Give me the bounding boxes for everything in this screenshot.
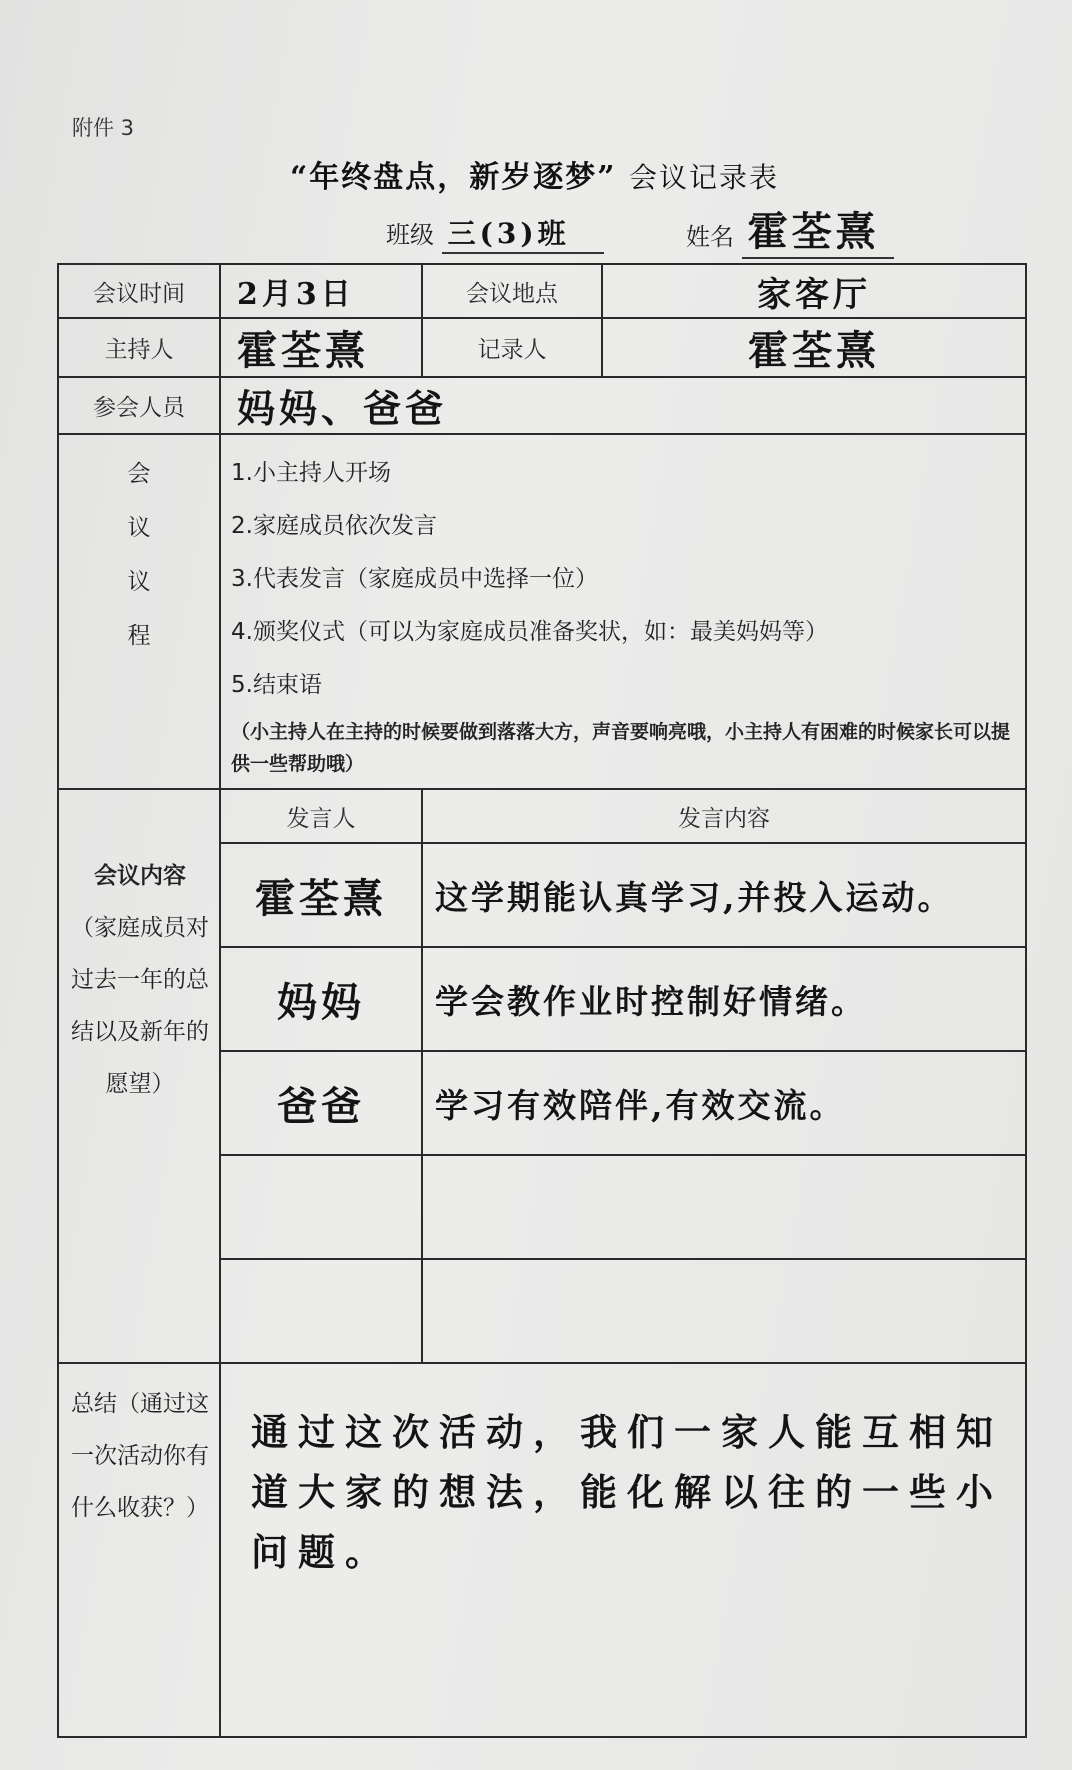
speech-text: 这学期能认真学习,并投入运动。	[422, 843, 1026, 947]
attendees-label: 参会人员	[58, 377, 220, 434]
time-place-row	[58, 264, 1026, 318]
attendees-value: 妈妈、爸爸	[220, 377, 1026, 434]
agenda-item: 4.颁奖仪式（可以为家庭成员准备奖状，如：最美妈妈等）	[231, 619, 828, 645]
speech-text-header: 发言内容	[422, 789, 1026, 843]
agenda-item: 3.代表发言（家庭成员中选择一位）	[231, 566, 598, 592]
host-recorder-row	[58, 318, 1026, 377]
speech-header-row	[58, 789, 1026, 843]
class-field	[386, 212, 604, 254]
title-suffix: 会议记录表	[628, 161, 779, 194]
agenda-label-char: 程	[127, 623, 151, 649]
content-label-desc: （家庭成员对过去一年的总结以及新年的愿望）	[71, 915, 209, 1097]
agenda-item: 5.结束语	[231, 672, 322, 698]
agenda-item: 1.小主持人开场	[231, 460, 391, 486]
attachment-label: 附件 3	[72, 116, 135, 140]
place-value: 家客厅	[602, 264, 1026, 318]
summary-label: 总结（通过这一次活动你有什么收获？）	[58, 1363, 220, 1737]
speaker-name: 霍荃熹	[220, 843, 422, 947]
time-value: 2月3日	[220, 264, 422, 318]
agenda-label	[58, 434, 220, 789]
speaker-name: 爸爸	[220, 1051, 422, 1155]
meeting-record-table	[57, 263, 1027, 1738]
agenda-row	[58, 434, 1026, 789]
place-label: 会议地点	[422, 264, 602, 318]
speaker-header: 发言人	[220, 789, 422, 843]
class-label: 班级	[386, 221, 434, 249]
summary-text: 通过这次活动，我们一家人能互相知道大家的想法，能化解以往的一些小问题。	[220, 1363, 1026, 1737]
speech-text: 学习有效陪伴,有效交流。	[422, 1051, 1026, 1155]
agenda-label-char: 议	[127, 569, 151, 595]
content-label	[58, 789, 220, 1363]
speaker-name: 妈妈	[220, 947, 422, 1051]
class-value: 三(3)班	[442, 212, 604, 254]
speaker-name	[220, 1259, 422, 1363]
title-main: “年终盘点，新岁逐梦”	[290, 160, 617, 195]
agenda-item: 2.家庭成员依次发言	[231, 513, 437, 539]
speech-text	[422, 1259, 1026, 1363]
recorder-label: 记录人	[422, 318, 602, 377]
agenda-list	[220, 434, 1026, 789]
attendees-row	[58, 377, 1026, 434]
name-field	[686, 200, 894, 259]
host-value: 霍荃熹	[220, 318, 422, 377]
recorder-value: 霍荃熹	[602, 318, 1026, 377]
summary-row	[58, 1363, 1026, 1737]
name-label: 姓名	[686, 223, 734, 251]
agenda-label-char: 议	[127, 515, 151, 541]
speech-text	[422, 1155, 1026, 1259]
speaker-name	[220, 1155, 422, 1259]
host-label: 主持人	[58, 318, 220, 377]
name-value: 霍荃熹	[742, 200, 894, 259]
content-label-title: 会议内容	[94, 863, 186, 889]
agenda-label-char: 会	[127, 461, 151, 487]
form-title	[290, 152, 779, 196]
agenda-note: （小主持人在主持的时候要做到落落大方，声音要响亮哦，小主持人有困难的时候家长可以提供一些帮助哦）	[231, 721, 1011, 775]
time-label: 会议时间	[58, 264, 220, 318]
speech-text: 学会教作业时控制好情绪。	[422, 947, 1026, 1051]
